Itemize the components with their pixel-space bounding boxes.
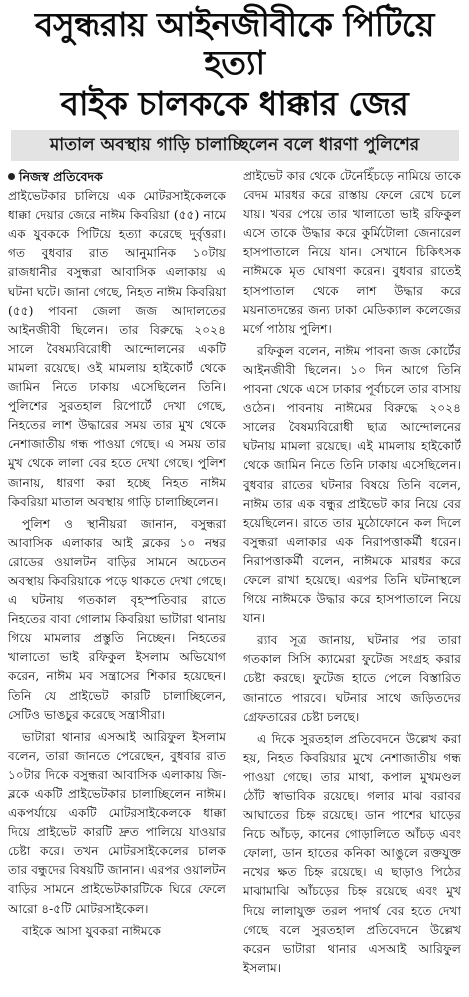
subheadline-bar — [11, 130, 459, 161]
bullet-icon — [8, 173, 15, 180]
headline-line-1: বসুন্ধরায় আইনজীবীকে পিটিয়ে হত্যা — [35, 5, 434, 82]
paragraph: র‍্যাব সূত্র জানায়, ঘটনার পর তারা গতকাল সিসি ক্যামেরা ফুটেজ সংগ্রহ করার চেষ্টা করছে। ফুটেজ হাতে পেলে বিস্তারিত জানাতে পারবে। ঘটনার সাথে জড়িতদের গ্রেফতারের চেষ্টা চলছে। — [243, 633, 461, 724]
subheadline: মাতাল অবস্থায় গাড়ি চালাচ্ছিলেন বলে ধারণা পুলিশের — [49, 134, 420, 155]
paragraph: পুলিশ ও স্থানীয়রা জানান, বসুন্ধরা আবাসিক এলাকার আই ব্লকের ১০ নম্বর রোডের ওয়ালটন বাড়ির সামনে অচেতন অবস্থায় কিবরিয়াকে পড়ে থাকতে দেখা গেছে। এ ঘটনায় গতকাল বৃহস্পতিবার রাতে নিহতের বাবা গোলাম কিবরিয়া ভাটারা থানায় গিয়ে মামলার প্রস্তুতি নিচ্ছেন। নিহতের খালাতো ভাই রফিকুল ইসলাম অভিযোগ করেন, নাঈম মব সন্ত্রাসের শিকার হয়েছেন। তিনি যে প্রাইভেট কারটি চালাচ্ছিলেন, সেটিও ভাঙচুর করেছে সন্ত্রাসীরা। — [8, 516, 226, 722]
byline — [8, 167, 226, 186]
paragraph: রফিকুল বলেন, নাঈম পাবনা জজ কোর্টের আইনজীবী ছিলেন। ১০ দিন আগে তিনি পাবনা থেকে এসে ঢাকার পূর্বাচলে তার বাসায় ওঠেন। পাবনায় নাঈমের বিরুদ্ধে ২০২৪ সালের বৈষম্যবিরোধী ছাত্র আন্দোলনের ঘটনায় মামলা রয়েছে। এই মামলায় হাইকোর্ট থেকে জামিন নিতে তিনি ঢাকায় এসেছিলেন। বুধবার রাতের ঘটনার বিষয়ে তিনি বলেন, নাঈম তার এক বন্ধুর প্রাইভেট কার নিয়ে বের হয়েছিলেন। রাতে তার মুঠোফোনে কল দিলে বসুন্ধরা এলাকার এক নিরাপত্তাকর্মী ধরেন। নিরাপত্তাকর্মী বলেন, নাঈমকে মারধর করে ফেলে রাখা হয়েছে। এরপর তিনি ঘটনাস্থলে গিয়ে নাঈমকে উদ্ধার করে হাসপাতালে নিয়ে যান। — [243, 343, 461, 626]
headline-line-2: বাইক চালককে ধাক্কার জের — [60, 84, 409, 123]
column-right — [243, 167, 461, 981]
paragraph: প্রাইভেট কার থেকে টেনেহিঁচড়ে নামিয়ে তাকে বেদম মারধর করে রাস্তায় ফেলে রেখে চলে যায়। খবর পেয়ে তার খালাতো ভাই রফিকুল এসে তাকে উদ্ধার করে কুর্মিটোলা জেনারেল হাসপাতালে নিয়ে যান। সেখানে চিকিৎসক নাঈমকে মৃত ঘোষণা করেন। বুধবার রাতেই হাসপাতাল থেকে লাশ উদ্ধার করে ময়নাতদন্তের জন্য ঢাকা মেডিক্যাল কলেজের মর্গে পাঠায় পুলিশ। — [243, 169, 461, 336]
paragraph: প্রাইভেটকার চালিয়ে এক মোটরসাইকেলকে ধাক্কা দেয়ার জেরে নাঈম কিবরিয়া (৫৫) নামে এক যুবককে পিটিয়ে হত্যা করেছে দুর্বৃত্তরা। গত বুধবার রাত আনুমানিক ১০টায় রাজধানীর বসুন্ধরা আবাসিক এলাকায় এ ঘটনা ঘটে। জানা গেছে, নিহত নাঈম কিবরিয়া (৫৫) পাবনা জেলা জজ আদালতের আইনজীবী ছিলেন। তার বিরুদ্ধে ২০২৪ সালে বৈষম্যবিরোধী আন্দোলনের একটি মামলা রয়েছে। ওই মামলায় হাইকোর্ট থেকে জামিন নিতে ঢাকায় এসেছিলেন তিনি। পুলিশের সুরতহাল রিপোর্টে দেখা গেছে, নিহতের লাশ উদ্ধারের সময় তার মুখ থেকে নেশাজাতীয় গন্ধ পাওয়া গেছে। এ সময় তার মুখ থেকে লালা বের হতে দেখা গেছে। পুলিশ জানায়, ধারণা করা হচ্ছে নিহত নাঈম কিবরিয়া মাতাল অবস্থায় গাড়ি চালাচ্ছিলেন। — [8, 189, 226, 509]
byline-text: নিজস্ব প্রতিবেদক — [19, 169, 103, 184]
column-left — [8, 167, 226, 981]
paragraph: এ দিকে সুরতহাল প্রতিবেদনে উল্লেখ করা হয়, নিহত কিবরিয়ার মুখে নেশাজাতীয় গন্ধ পাওয়া গেছে। তার মাথা, কপাল মুখমণ্ডল ঠোঁট স্বাভাবিক রয়েছে। গলার মাঝ বরাবর আঘাতের চিহ্ন রয়েছে। ডান পাশের ঘাড়ের নিচে আঁচড়, কানের গোড়ালিতে আঁচড় এবং ফোলা, ডান হাতের কনিকা আঙুলে রক্তযুক্ত নখের ক্ষত চিহ্ন রয়েছে। এ ছাড়াও পিঠের মাঝামাঝি আঁচড়ের চিহ্ন রয়েছে এবং মুখ দিয়ে লালাযুক্ত তরল পদার্থ বের হতে দেখা গেছে বলে সুরতহাল প্রতিবেদনে উল্লেখ করেন ভাটারা থানার এসআই আরিফুল ইসলাম। — [243, 731, 461, 975]
article-columns — [8, 167, 461, 981]
paragraph: ভাটারা থানার এসআই আরিফুল ইসলাম বলেন, তারা জানতে পেরেছেন, বুধবার রাত ১০টার দিকে বসুন্ধরা আবাসিক এলাকায় জি-ব্লকে একটি প্রাইভেটকার চালাচ্ছিলেন নাঈম। একপর্যায়ে একটি মোটরসাইকেলকে ধাক্কা দিয়ে প্রাইভেট কারটি দ্রুত পালিয়ে যাওয়ার চেষ্টা করে। তখন মোটরসাইকেলের চালক তার বন্ধুদের বিষয়টি জানান। এরপর ওয়ালটন বাড়ির সামনে প্রাইভেটকারটিকে ঘিরে ফেলে আরো ৪-৫টি মোটরসাইকেল। — [8, 729, 226, 916]
paragraph: বাইকে আসা যুবকরা নাঈমকে — [22, 923, 162, 938]
